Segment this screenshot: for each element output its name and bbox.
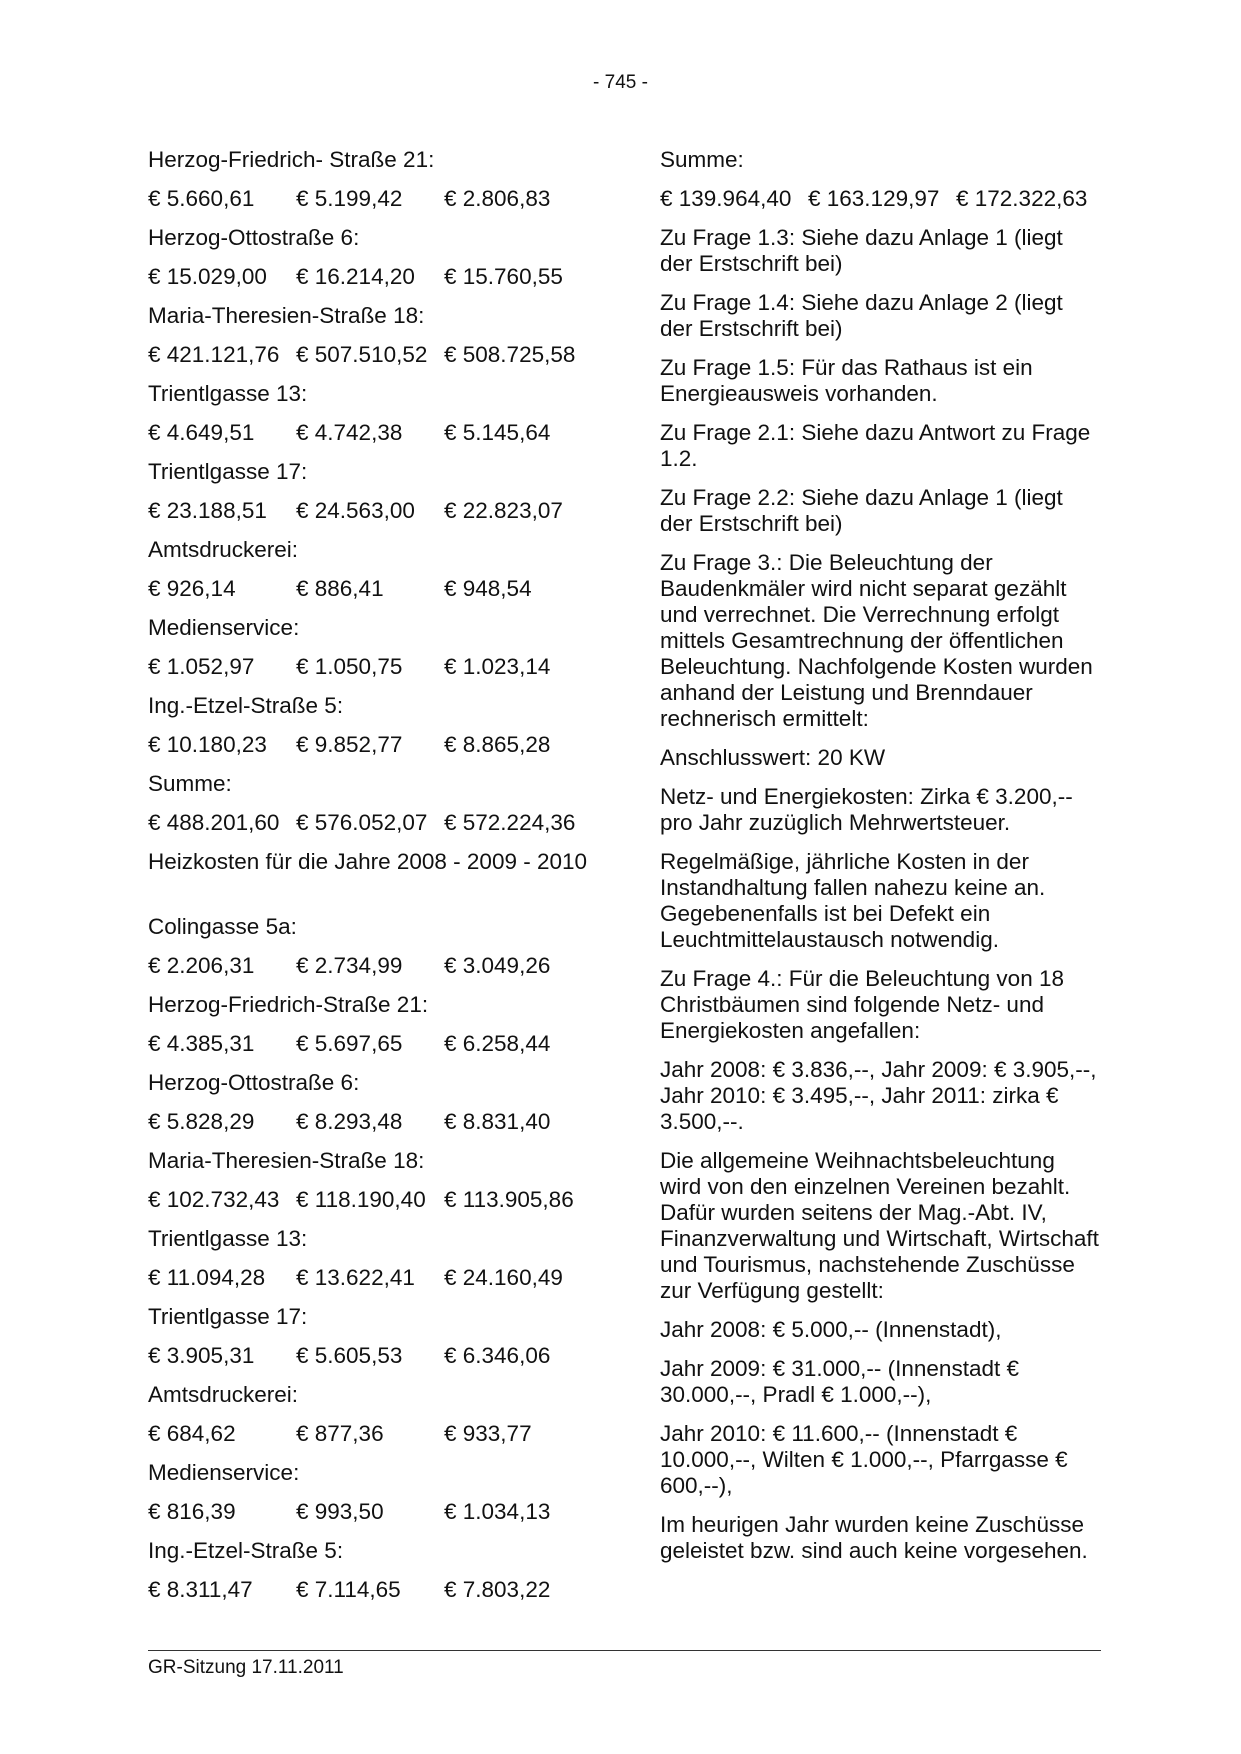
heating-heading: Heizkosten für die Jahre 2008 - 2009 - 2010 xyxy=(148,849,588,874)
heating-block xyxy=(148,1538,588,1616)
answer-paragraph: Die allgemeine Weihnachtsbeleuchtung wird von den einzelnen Vereinen bezahlt. Dafür wurden seitens der Mag.-Abt. IV, Finanzverwaltung und Wirtschaft, Wirtschaft und Tourismus, nachstehende Zuschüsse zur Verfügung gestellt: xyxy=(660,1148,1099,1303)
cost-row xyxy=(148,264,588,303)
heating-block xyxy=(148,1460,588,1538)
cost-value: € 7.114,65 xyxy=(296,1577,401,1602)
sum-label-row xyxy=(660,147,1100,186)
answer-paragraph: Jahr 2008: € 5.000,-- (Innenstadt), xyxy=(660,1317,1002,1342)
building-label: Amtsdruckerei: xyxy=(148,537,299,562)
cost-row xyxy=(148,1421,588,1460)
sum-value: € 139.964,40 xyxy=(660,186,792,211)
page-number: - 745 - xyxy=(593,72,648,93)
cost-value: € 4.649,51 xyxy=(148,420,255,445)
building-label: Maria-Theresien-Straße 18: xyxy=(148,1148,425,1173)
cost-row xyxy=(148,1499,588,1538)
cost-row xyxy=(148,498,588,537)
cost-value: € 933,77 xyxy=(444,1421,532,1446)
building-label: Medienservice: xyxy=(148,1460,300,1485)
cost-row xyxy=(148,1577,588,1616)
sum-value: € 488.201,60 xyxy=(148,810,280,835)
cost-block xyxy=(148,381,588,459)
cost-row xyxy=(148,420,588,459)
cost-block xyxy=(148,693,588,771)
cost-row xyxy=(148,1343,588,1382)
building-label: Trientlgasse 13: xyxy=(148,1226,308,1251)
cost-value: € 24.563,00 xyxy=(296,498,415,523)
cost-row xyxy=(148,1031,588,1070)
footer-divider xyxy=(148,1650,1101,1651)
cost-value: € 5.145,64 xyxy=(444,420,551,445)
cost-row xyxy=(148,1265,588,1304)
heating-block xyxy=(148,1304,588,1382)
sum-label: Summe: xyxy=(148,771,232,796)
answer-paragraph: Anschlusswert: 20 KW xyxy=(660,745,886,770)
answer-paragraph: Zu Frage 2.2: Siehe dazu Anlage 1 (liegt der Erstschrift bei) xyxy=(660,485,1063,536)
cost-value: € 1.023,14 xyxy=(444,654,551,679)
cost-block xyxy=(148,615,588,693)
sum-value: € 172.322,63 xyxy=(956,186,1088,211)
sum-label: Summe: xyxy=(660,147,744,172)
footer-text: GR-Sitzung 17.11.2011 xyxy=(148,1657,344,1678)
cost-value: € 5.605,53 xyxy=(296,1343,403,1368)
cost-value: € 118.190,40 xyxy=(296,1187,426,1212)
answer-paragraph: Netz- und Energiekosten: Zirka € 3.200,-- pro Jahr zuzüglich Mehrwertsteuer. xyxy=(660,784,1073,835)
answer-paragraph: Zu Frage 1.4: Siehe dazu Anlage 2 (liegt der Erstschrift bei) xyxy=(660,290,1063,341)
answer-paragraph: Regelmäßige, jährliche Kosten in der Instandhaltung fallen nahezu keine an. Gegebenenfalls ist bei Defekt ein Leuchtmittelaustausch notwendig. xyxy=(660,849,1046,952)
cost-value: € 22.823,07 xyxy=(444,498,563,523)
cost-value: € 5.199,42 xyxy=(296,186,403,211)
cost-value: € 5.697,65 xyxy=(296,1031,403,1056)
cost-value: € 9.852,77 xyxy=(296,732,403,757)
cost-row xyxy=(148,654,588,693)
cost-row xyxy=(148,953,588,992)
cost-value: € 926,14 xyxy=(148,576,236,601)
cost-value: € 8.293,48 xyxy=(296,1109,403,1134)
building-label: Ing.-Etzel-Straße 5: xyxy=(148,1538,344,1563)
cost-value: € 2.806,83 xyxy=(444,186,551,211)
building-label: Amtsdruckerei: xyxy=(148,1382,299,1407)
left-column xyxy=(148,147,588,1616)
heating-block xyxy=(148,1148,588,1226)
cost-value: € 4.385,31 xyxy=(148,1031,255,1056)
cost-value: € 7.803,22 xyxy=(444,1577,551,1602)
building-label: Herzog-Ottostraße 6: xyxy=(148,225,360,250)
cost-value: € 6.258,44 xyxy=(444,1031,551,1056)
answer-paragraph: Zu Frage 1.5: Für das Rathaus ist ein Energieausweis vorhanden. xyxy=(660,355,1033,406)
cost-value: € 1.052,97 xyxy=(148,654,255,679)
cost-value: € 3.905,31 xyxy=(148,1343,255,1368)
cost-value: € 8.311,47 xyxy=(148,1577,253,1602)
building-label: Trientlgasse 17: xyxy=(148,1304,308,1329)
building-label: Medienservice: xyxy=(148,615,300,640)
cost-block xyxy=(148,459,588,537)
answer-paragraph: Jahr 2009: € 31.000,-- (Innenstadt € 30.000,--, Pradl € 1.000,--), xyxy=(660,1356,1019,1407)
cost-value: € 5.660,61 xyxy=(148,186,255,211)
cost-value: € 15.760,55 xyxy=(444,264,563,289)
building-label: Herzog-Ottostraße 6: xyxy=(148,1070,360,1095)
sum-value: € 576.052,07 xyxy=(296,810,428,835)
cost-row xyxy=(148,186,588,225)
sum-block xyxy=(148,771,588,849)
cost-value: € 16.214,20 xyxy=(296,264,415,289)
cost-value: € 2.734,99 xyxy=(296,953,403,978)
cost-value: € 11.094,28 xyxy=(148,1265,266,1290)
cost-value: € 948,54 xyxy=(444,576,532,601)
cost-value: € 3.049,26 xyxy=(444,953,551,978)
right-column xyxy=(660,147,1100,1577)
cost-value: € 684,62 xyxy=(148,1421,236,1446)
cost-value: € 23.188,51 xyxy=(148,498,267,523)
heating-block xyxy=(148,1070,588,1148)
cost-value: € 4.742,38 xyxy=(296,420,403,445)
cost-value: € 113.905,86 xyxy=(444,1187,574,1212)
building-label: Herzog-Friedrich- Straße 21: xyxy=(148,147,435,172)
cost-value: € 993,50 xyxy=(296,1499,384,1524)
cost-value: € 877,36 xyxy=(296,1421,384,1446)
answer-paragraph: Im heurigen Jahr wurden keine Zuschüsse geleistet bzw. sind auch keine vorgesehen. xyxy=(660,1512,1088,1563)
cost-value: € 507.510,52 xyxy=(296,342,428,367)
cost-row xyxy=(148,342,588,381)
cost-value: € 1.034,13 xyxy=(444,1499,551,1524)
cost-value: € 816,39 xyxy=(148,1499,236,1524)
building-label: Colingasse 5a: xyxy=(148,914,297,939)
answer-paragraph: Zu Frage 1.3: Siehe dazu Anlage 1 (liegt der Erstschrift bei) xyxy=(660,225,1063,276)
cost-value: € 13.622,41 xyxy=(296,1265,415,1290)
answer-paragraph: Zu Frage 4.: Für die Beleuchtung von 18 Christbäumen sind folgende Netz- und Energiekosten angefallen: xyxy=(660,966,1064,1043)
answer-paragraph: Zu Frage 2.1: Siehe dazu Antwort zu Frage 1.2. xyxy=(660,420,1091,471)
building-label: Ing.-Etzel-Straße 5: xyxy=(148,693,344,718)
answer-paragraph: Zu Frage 3.: Die Beleuchtung der Baudenkmäler wird nicht separat gezählt und verrechnet. Die Verrechnung erfolgt mittels Gesamtrechnung der öffentlichen Beleuchtung. Nachfolgende Kosten wurden anhand der Leistung und Brenndauer rechnerisch ermittelt: xyxy=(660,550,1093,731)
cost-value: € 15.029,00 xyxy=(148,264,267,289)
heating-block xyxy=(148,992,588,1070)
cost-value: € 8.865,28 xyxy=(444,732,551,757)
building-label: Trientlgasse 13: xyxy=(148,381,308,406)
heating-block xyxy=(148,1382,588,1460)
cost-row xyxy=(148,576,588,615)
building-label: Herzog-Friedrich-Straße 21: xyxy=(148,992,429,1017)
cost-value: € 10.180,23 xyxy=(148,732,267,757)
sum-value: € 572.224,36 xyxy=(444,810,576,835)
cost-block xyxy=(148,303,588,381)
cost-value: € 102.732,43 xyxy=(148,1187,280,1212)
cost-value: € 1.050,75 xyxy=(296,654,403,679)
cost-row xyxy=(148,732,588,771)
cost-value: € 508.725,58 xyxy=(444,342,576,367)
heating-block xyxy=(148,914,588,992)
cost-value: € 2.206,31 xyxy=(148,953,255,978)
cost-block xyxy=(148,225,588,303)
cost-value: € 6.346,06 xyxy=(444,1343,551,1368)
cost-value: € 421.121,76 xyxy=(148,342,280,367)
cost-block xyxy=(148,537,588,615)
sum-value: € 163.129,97 xyxy=(808,186,940,211)
cost-value: € 886,41 xyxy=(296,576,384,601)
cost-value: € 24.160,49 xyxy=(444,1265,563,1290)
cost-value: € 8.831,40 xyxy=(444,1109,551,1134)
sum-row xyxy=(148,810,588,849)
sum-row xyxy=(660,186,1100,225)
cost-row xyxy=(148,1109,588,1148)
answer-paragraph: Jahr 2010: € 11.600,-- (Innenstadt € 10.000,--, Wilten € 1.000,--, Pfarrgasse € 600,--), xyxy=(660,1421,1068,1498)
cost-block xyxy=(148,147,588,225)
cost-value: € 5.828,29 xyxy=(148,1109,255,1134)
heating-block xyxy=(148,1226,588,1304)
building-label: Maria-Theresien-Straße 18: xyxy=(148,303,425,328)
cost-row xyxy=(148,1187,588,1226)
building-label: Trientlgasse 17: xyxy=(148,459,308,484)
answer-paragraph: Jahr 2008: € 3.836,--, Jahr 2009: € 3.905,--, Jahr 2010: € 3.495,--, Jahr 2011: zirka € 3.500,--. xyxy=(660,1057,1097,1134)
